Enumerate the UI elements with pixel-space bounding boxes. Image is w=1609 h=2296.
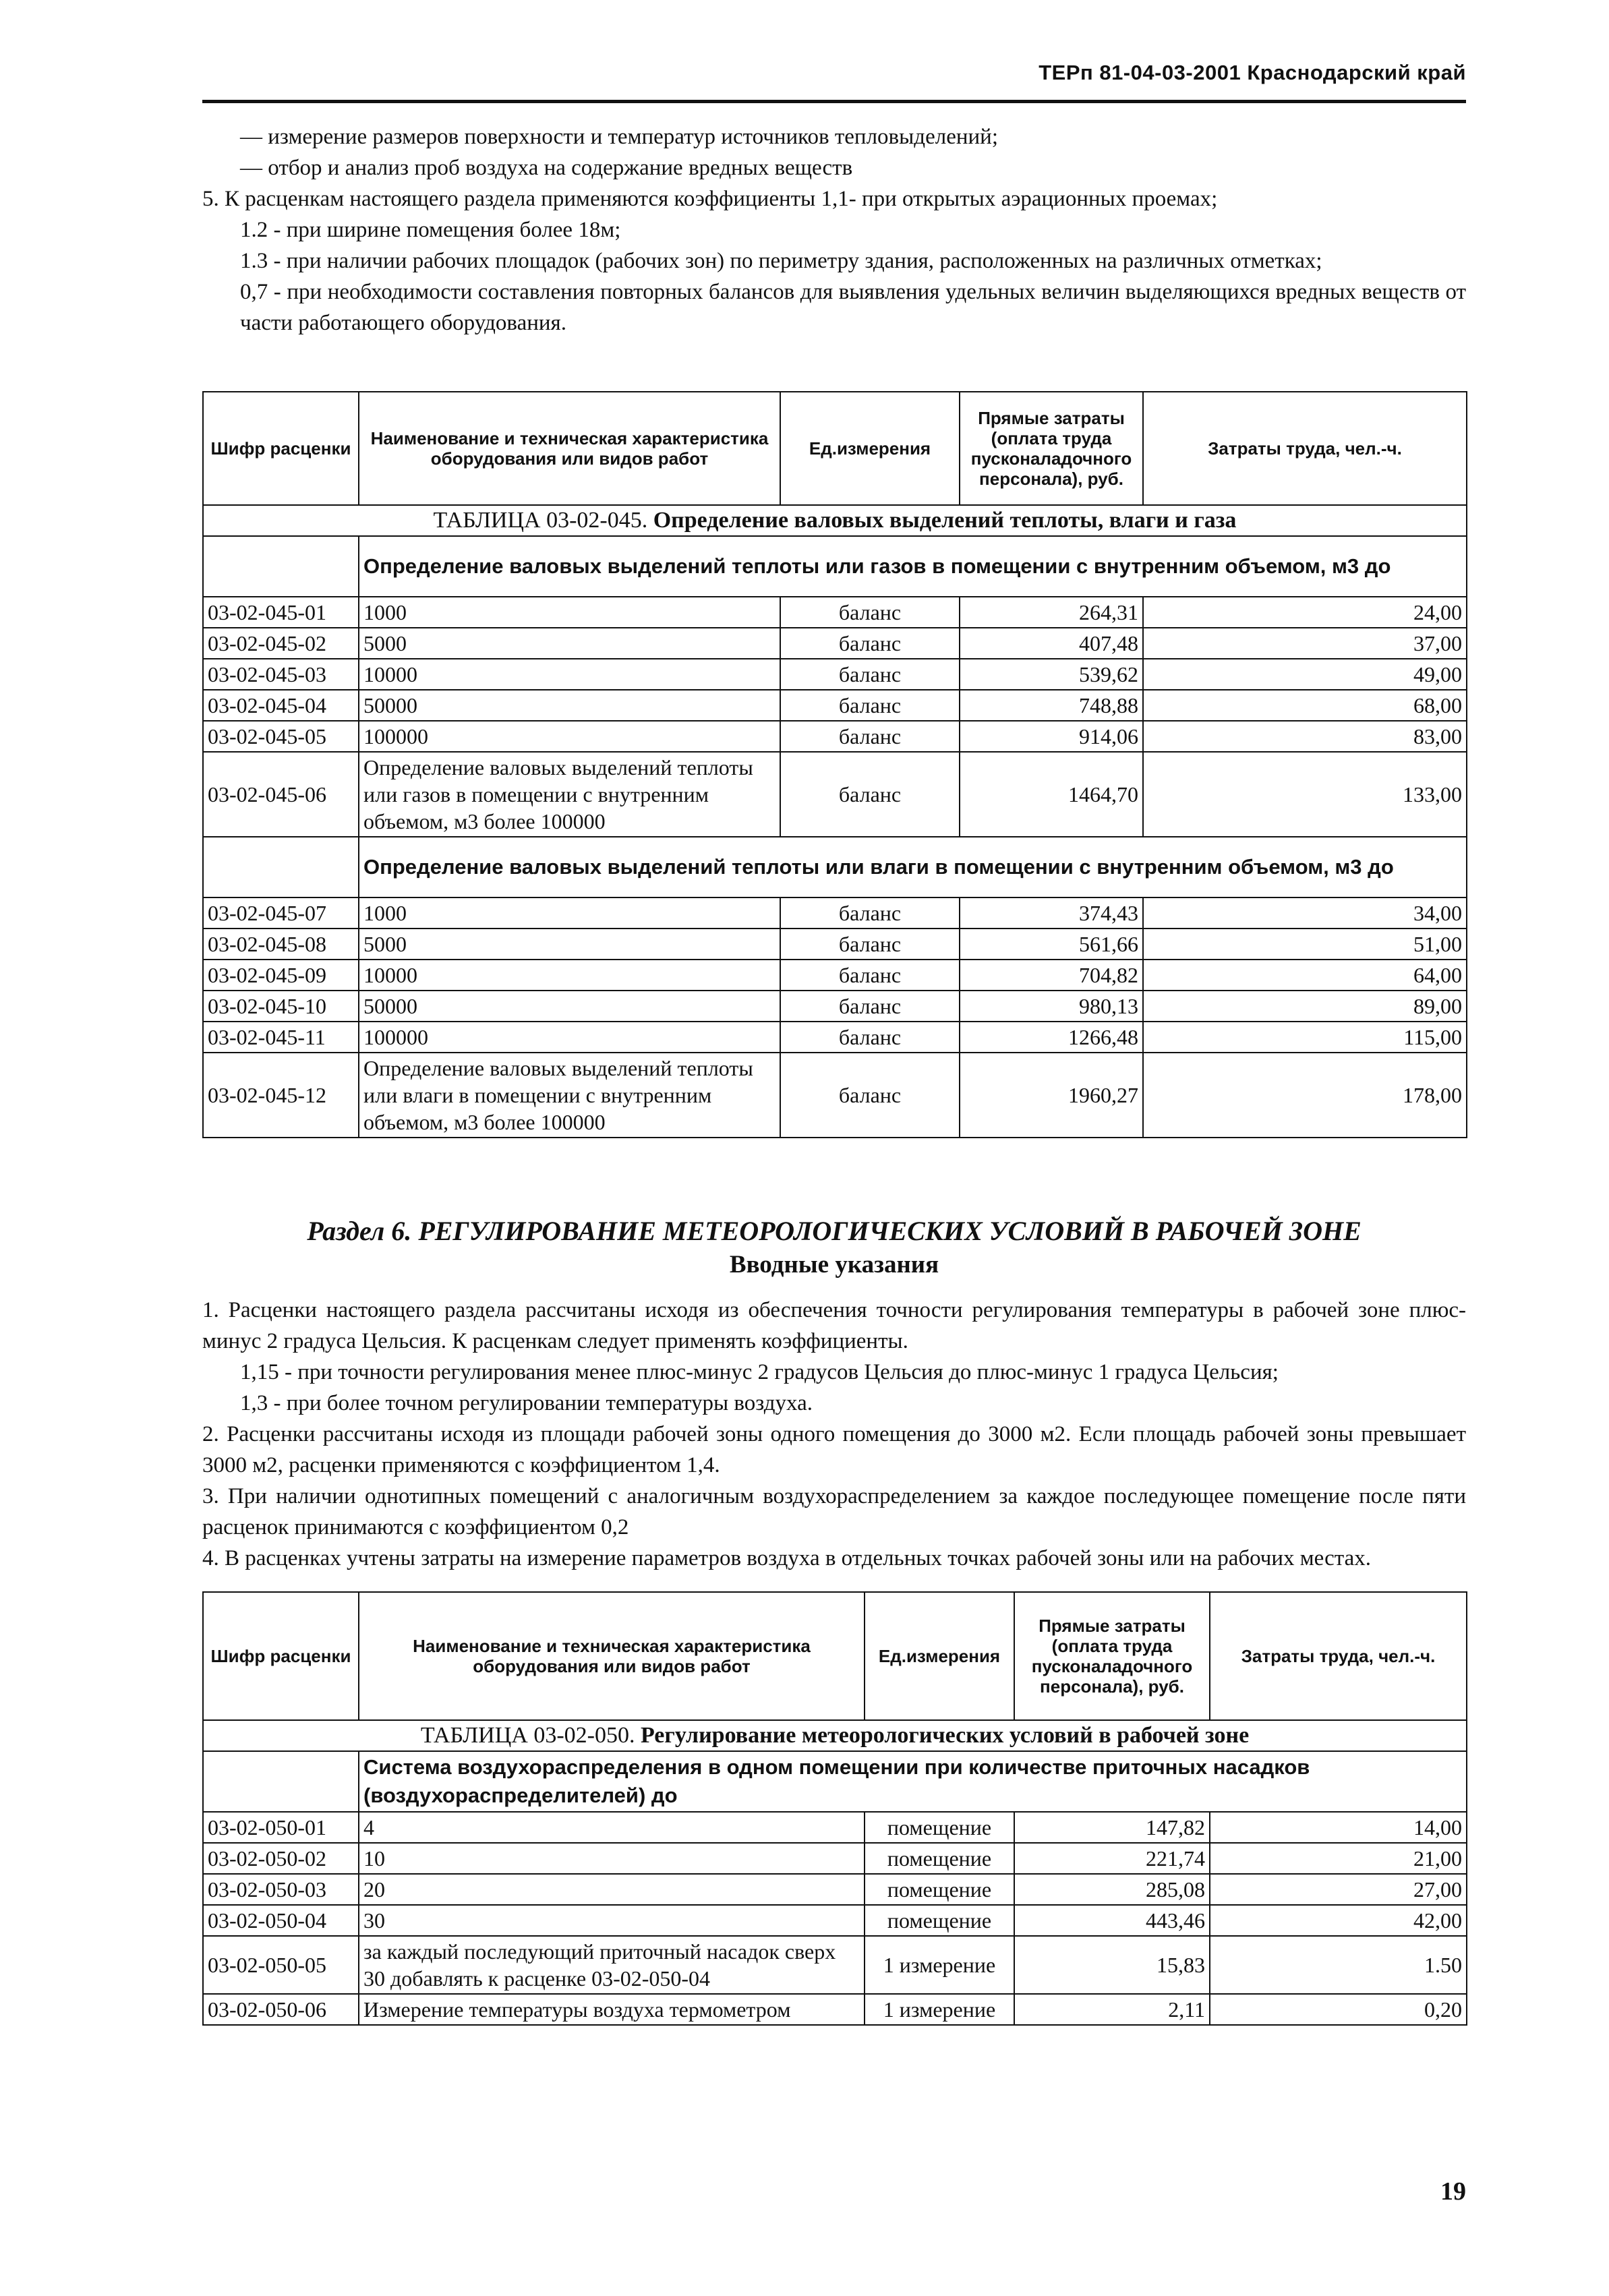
group-heading: Определение валовых выделений теплоты или газов в помещении с внутренним объемом, м3 до — [359, 536, 1467, 597]
table-row — [203, 1994, 1467, 2025]
cell-unit: баланс — [780, 897, 960, 929]
cell-name: 4 — [359, 1812, 865, 1843]
cell-labor: 34,00 — [1143, 897, 1467, 929]
cell-direct-costs: 443,46 — [1014, 1905, 1210, 1936]
column-header-code: Шифр расценки — [203, 392, 359, 505]
running-header — [202, 59, 1466, 103]
column-header-direct-costs: Прямые затраты (оплата труда пусконаладочного персонала), руб. — [960, 392, 1143, 505]
section-number: Раздел 6. — [307, 1216, 412, 1246]
cell-name: 5000 — [359, 929, 780, 960]
cell-direct-costs: 748,88 — [960, 690, 1143, 721]
cell-name: Определение валовых выделений теплоты или газов в помещении с внутренним объемом, м3 более 100000 — [359, 752, 780, 837]
empty-cell — [203, 1751, 359, 1812]
cell-labor: 21,00 — [1210, 1843, 1467, 1874]
note-line: 1,3 - при более точном регулировании температуры воздуха. — [240, 1391, 813, 1415]
table-row — [203, 690, 1467, 721]
cell-unit: баланс — [780, 1053, 960, 1138]
section-title — [202, 1214, 1466, 1249]
cell-direct-costs: 914,06 — [960, 721, 1143, 752]
cell-unit: помещение — [865, 1812, 1014, 1843]
column-header-code: Шифр расценки — [203, 1592, 359, 1720]
table-row — [203, 897, 1467, 929]
table-row — [203, 721, 1467, 752]
column-header-labor: Затраты труда, чел.-ч. — [1210, 1592, 1467, 1720]
cell-unit: баланс — [780, 721, 960, 752]
cell-unit: баланс — [780, 752, 960, 837]
cell-name: 50000 — [359, 690, 780, 721]
intro-line: 5. К расценкам настоящего раздела применяются коэффициенты 1,1- при открытых аэрационных проемах; — [202, 187, 1218, 211]
table-row — [203, 628, 1467, 659]
cell-labor: 178,00 — [1143, 1053, 1467, 1138]
cell-labor: 37,00 — [1143, 628, 1467, 659]
cell-unit: помещение — [865, 1874, 1014, 1905]
cell-name: 20 — [359, 1874, 865, 1905]
intro-line: 0,7 - при необходимости составления повторных балансов для выявления удельных величин выделяющихся вредных веществ от части работающего оборудования. — [240, 280, 1466, 335]
cell-unit: баланс — [780, 690, 960, 721]
table-row — [203, 1812, 1467, 1843]
cell-name: 10000 — [359, 659, 780, 690]
cell-code: 03-02-045-11 — [203, 1022, 359, 1053]
table-row — [203, 1843, 1467, 1874]
intro-line: — отбор и анализ проб воздуха на содержание вредных веществ — [240, 156, 853, 180]
table-row — [203, 597, 1467, 628]
table-caption — [203, 1720, 1467, 1751]
table-row — [203, 929, 1467, 960]
table-row — [203, 752, 1467, 837]
table-caption-number: ТАБЛИЦА 03-02-050. — [420, 1723, 635, 1748]
section-name: РЕГУЛИРОВАНИЕ МЕТЕОРОЛОГИЧЕСКИХ УСЛОВИЙ В РАБОЧЕЙ ЗОНЕ — [418, 1216, 1362, 1246]
cell-labor: 14,00 — [1210, 1812, 1467, 1843]
table-row — [203, 659, 1467, 690]
cell-code: 03-02-045-05 — [203, 721, 359, 752]
cell-labor: 0,20 — [1210, 1994, 1467, 2025]
cell-labor: 49,00 — [1143, 659, 1467, 690]
cell-name: 100000 — [359, 1022, 780, 1053]
cell-code: 03-02-045-09 — [203, 960, 359, 991]
cell-labor: 133,00 — [1143, 752, 1467, 837]
cell-code: 03-02-045-04 — [203, 690, 359, 721]
cell-direct-costs: 704,82 — [960, 960, 1143, 991]
cell-labor: 68,00 — [1143, 690, 1467, 721]
cell-code: 03-02-050-04 — [203, 1905, 359, 1936]
cell-direct-costs: 264,31 — [960, 597, 1143, 628]
header-title: ТЕРп 81-04-03-2001 Краснодарский край — [1038, 61, 1466, 84]
cell-code: 03-02-050-06 — [203, 1994, 359, 2025]
empty-cell — [203, 837, 359, 897]
cell-name: Определение валовых выделений теплоты или влаги в помещении с внутренним объемом, м3 более 100000 — [359, 1053, 780, 1138]
column-header-direct-costs: Прямые затраты (оплата труда пусконаладочного персонала), руб. — [1014, 1592, 1210, 1720]
table-caption-number: ТАБЛИЦА 03-02-045. — [433, 508, 648, 533]
section-subtitle: Вводные указания — [729, 1251, 939, 1278]
price-table-03-02-050 — [202, 1591, 1467, 2026]
cell-name: 10000 — [359, 960, 780, 991]
group-heading: Определение валовых выделений теплоты или влаги в помещении с внутренним объемом, м3 до — [359, 837, 1467, 897]
note-line: 1,15 - при точности регулирования менее плюс-минус 2 градусов Цельсия до плюс-минус 1 градуса Цельсия; — [240, 1360, 1279, 1384]
cell-direct-costs: 15,83 — [1014, 1936, 1210, 1994]
table-caption-title: Регулирование метеорологических условий в рабочей зоне — [640, 1723, 1250, 1748]
table-row — [203, 1936, 1467, 1994]
cell-direct-costs: 2,11 — [1014, 1994, 1210, 2025]
cell-unit: помещение — [865, 1843, 1014, 1874]
cell-unit: баланс — [780, 597, 960, 628]
cell-unit: баланс — [780, 659, 960, 690]
cell-code: 03-02-050-05 — [203, 1936, 359, 1994]
cell-name: 1000 — [359, 597, 780, 628]
cell-direct-costs: 1266,48 — [960, 1022, 1143, 1053]
group-heading: Система воздухораспределения в одном помещении при количестве приточных насадков (воздухораспределителей) до — [359, 1751, 1467, 1812]
cell-code: 03-02-045-03 — [203, 659, 359, 690]
cell-direct-costs: 980,13 — [960, 991, 1143, 1022]
cell-unit: баланс — [780, 991, 960, 1022]
table-row — [203, 1053, 1467, 1138]
cell-code: 03-02-045-01 — [203, 597, 359, 628]
cell-direct-costs: 561,66 — [960, 929, 1143, 960]
cell-name: 10 — [359, 1843, 865, 1874]
column-header-name: Наименование и техническая характеристика оборудования или видов работ — [359, 1592, 865, 1720]
column-header-unit: Ед.измерения — [865, 1592, 1014, 1720]
cell-code: 03-02-050-03 — [203, 1874, 359, 1905]
cell-name: 1000 — [359, 897, 780, 929]
table-caption-title: Определение валовых выделений теплоты, влаги и газа — [653, 508, 1237, 533]
intro-line: 1.2 - при ширине помещения более 18м; — [240, 218, 621, 242]
cell-labor: 42,00 — [1210, 1905, 1467, 1936]
cell-labor: 115,00 — [1143, 1022, 1467, 1053]
note-line: 2. Расценки рассчитаны исходя из площади рабочей зоны одного помещения до 3000 м2. Если площадь рабочей зоны превышает 3000 м2, расценки применяются с коэффициентом 1,4. — [202, 1422, 1466, 1477]
cell-code: 03-02-045-07 — [203, 897, 359, 929]
cell-unit: помещение — [865, 1905, 1014, 1936]
note-line: 1. Расценки настоящего раздела рассчитаны исходя из обеспечения точности регулирования температуры в рабочей зоне плюс-минус 2 градуса Цельсия. К расценкам следует применять коэффициенты. — [202, 1298, 1466, 1353]
cell-direct-costs: 1960,27 — [960, 1053, 1143, 1138]
table-row — [203, 991, 1467, 1022]
cell-name: 100000 — [359, 721, 780, 752]
cell-name: 5000 — [359, 628, 780, 659]
table-row — [203, 1022, 1467, 1053]
cell-name: 30 — [359, 1905, 865, 1936]
cell-name: за каждый последующий приточный насадок сверх 30 добавлять к расценке 03-02-050-04 — [359, 1936, 865, 1994]
cell-name: 50000 — [359, 991, 780, 1022]
price-table-03-02-045 — [202, 391, 1467, 1138]
cell-direct-costs: 285,08 — [1014, 1874, 1210, 1905]
cell-code: 03-02-045-08 — [203, 929, 359, 960]
section-notes — [202, 1295, 1466, 1574]
cell-code: 03-02-045-06 — [203, 752, 359, 837]
note-line: 3. При наличии однотипных помещений с аналогичным воздухораспределением за каждое последующее помещение после пяти расценок принимаются с коэффициентом 0,2 — [202, 1484, 1466, 1539]
table-row — [203, 1874, 1467, 1905]
cell-code: 03-02-045-10 — [203, 991, 359, 1022]
cell-direct-costs: 1464,70 — [960, 752, 1143, 837]
column-header-labor: Затраты труда, чел.-ч. — [1143, 392, 1467, 505]
cell-labor: 1.50 — [1210, 1936, 1467, 1994]
table-caption — [203, 505, 1467, 536]
cell-labor: 89,00 — [1143, 991, 1467, 1022]
note-line: 4. В расценках учтены затраты на измерение параметров воздуха в отдельных точках рабочей зоны или на рабочих местах. — [202, 1546, 1371, 1570]
cell-direct-costs: 221,74 — [1014, 1843, 1210, 1874]
cell-labor: 27,00 — [1210, 1874, 1467, 1905]
cell-direct-costs: 407,48 — [960, 628, 1143, 659]
cell-unit: баланс — [780, 628, 960, 659]
cell-labor: 51,00 — [1143, 929, 1467, 960]
cell-name: Измерение температуры воздуха термометром — [359, 1994, 865, 2025]
intro-line: — измерение размеров поверхности и температур источников тепловыделений; — [240, 125, 998, 149]
cell-labor: 83,00 — [1143, 721, 1467, 752]
intro-line: 1.3 - при наличии рабочих площадок (рабочих зон) по периметру здания, расположенных на различных отметках; — [240, 249, 1322, 273]
cell-labor: 64,00 — [1143, 960, 1467, 991]
cell-unit: баланс — [780, 960, 960, 991]
cell-code: 03-02-045-02 — [203, 628, 359, 659]
column-header-unit: Ед.измерения — [780, 392, 960, 505]
page-number: 19 — [1440, 2177, 1466, 2206]
cell-unit: баланс — [780, 1022, 960, 1053]
cell-code: 03-02-050-01 — [203, 1812, 359, 1843]
table-row — [203, 1905, 1467, 1936]
cell-unit: баланс — [780, 929, 960, 960]
table-row — [203, 960, 1467, 991]
cell-direct-costs: 374,43 — [960, 897, 1143, 929]
cell-code: 03-02-050-02 — [203, 1843, 359, 1874]
cell-direct-costs: 147,82 — [1014, 1812, 1210, 1843]
cell-labor: 24,00 — [1143, 597, 1467, 628]
cell-code: 03-02-045-12 — [203, 1053, 359, 1138]
empty-cell — [203, 536, 359, 597]
cell-direct-costs: 539,62 — [960, 659, 1143, 690]
cell-unit: 1 измерение — [865, 1994, 1014, 2025]
cell-unit: 1 измерение — [865, 1936, 1014, 1994]
intro-notes — [202, 121, 1466, 338]
column-header-name: Наименование и техническая характеристика оборудования или видов работ — [359, 392, 780, 505]
